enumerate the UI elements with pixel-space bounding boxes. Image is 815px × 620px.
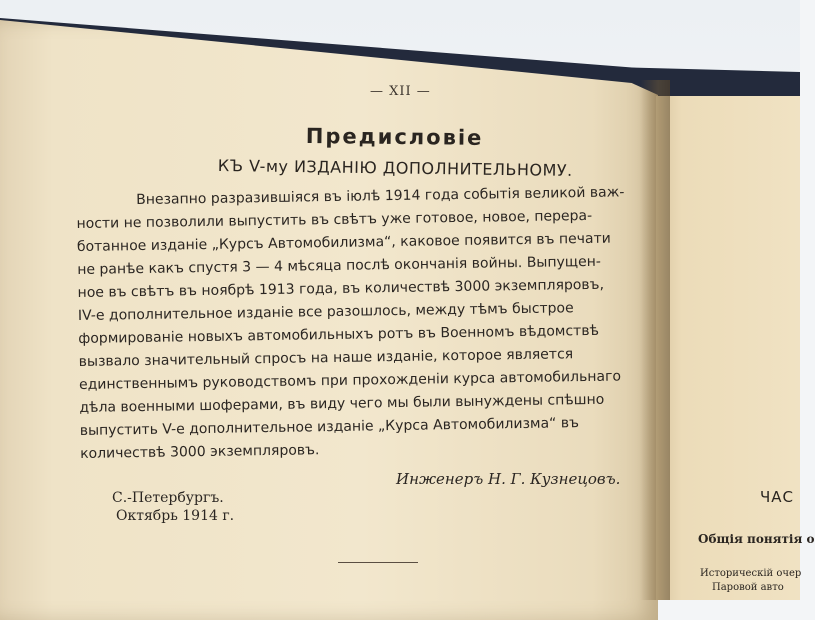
paragraph-line: ное въ свѣтъ въ ноябрѣ 1913 года, въ количествѣ 3000 экземпляровъ, <box>77 276 605 301</box>
paragraph-line: ботанное изданіе „Курсъ Автомобилизма“, каковое появится въ печати <box>76 230 611 255</box>
paragraph-line: вызвало значительный спросъ на наше изданіе, которое является <box>78 346 574 370</box>
author-signature: Инженеръ Н. Г. Кузнецовъ. <box>396 470 621 488</box>
place-line: С.-Петербургъ. <box>112 490 224 506</box>
page-number: — XII — <box>370 84 431 99</box>
paragraph-line: выпустить V-е дополнительное изданіе „Курса Автомобилизма“ въ <box>79 415 580 439</box>
right-page <box>656 96 800 600</box>
closing-rule <box>338 562 418 563</box>
paragraph-line: Внезапно разразившіяся въ іюлѣ 1914 года событія великой важ- <box>136 184 625 209</box>
paragraph-line: единственнымъ руководствомъ при прохожденіи курса автомобильнаго <box>78 368 622 393</box>
paragraph-line: не ранѣе какъ спустя 3 — 4 мѣсяца послѣ окончанія войны. Выпущен- <box>77 253 601 278</box>
paragraph-line: ности не позволили выпустить въ свѣтъ уже готовое, новое, перера- <box>76 207 593 232</box>
date-line: Октябрь 1914 г. <box>116 508 235 524</box>
page-title: Предисловіе <box>305 124 484 150</box>
right-page-line: Историческій очер <box>700 568 802 579</box>
paragraph-line: дѣла военными шоферами, въ виду чего мы были вынуждены спѣшно <box>79 391 605 416</box>
right-page-heading: ЧАС <box>760 488 795 506</box>
right-page-line: Паровой авто <box>712 582 784 593</box>
right-page-subheading: Общія понятія о <box>698 532 815 546</box>
paragraph-line: формированіе новыхъ автомобильныхъ ротъ въ Военномъ вѣдомствѣ <box>78 322 600 347</box>
paragraph-line: IV-е дополнительное изданіе все разошлось, между тѣмъ быстрое <box>77 300 574 324</box>
paragraph-line: количествѣ 3000 экземпляровъ. <box>80 442 320 462</box>
preface-paragraph <box>76 181 650 466</box>
page-subtitle: КЪ V-му ИЗДАНІЮ ДОПОЛНИТЕЛЬНОМУ. <box>217 156 573 180</box>
